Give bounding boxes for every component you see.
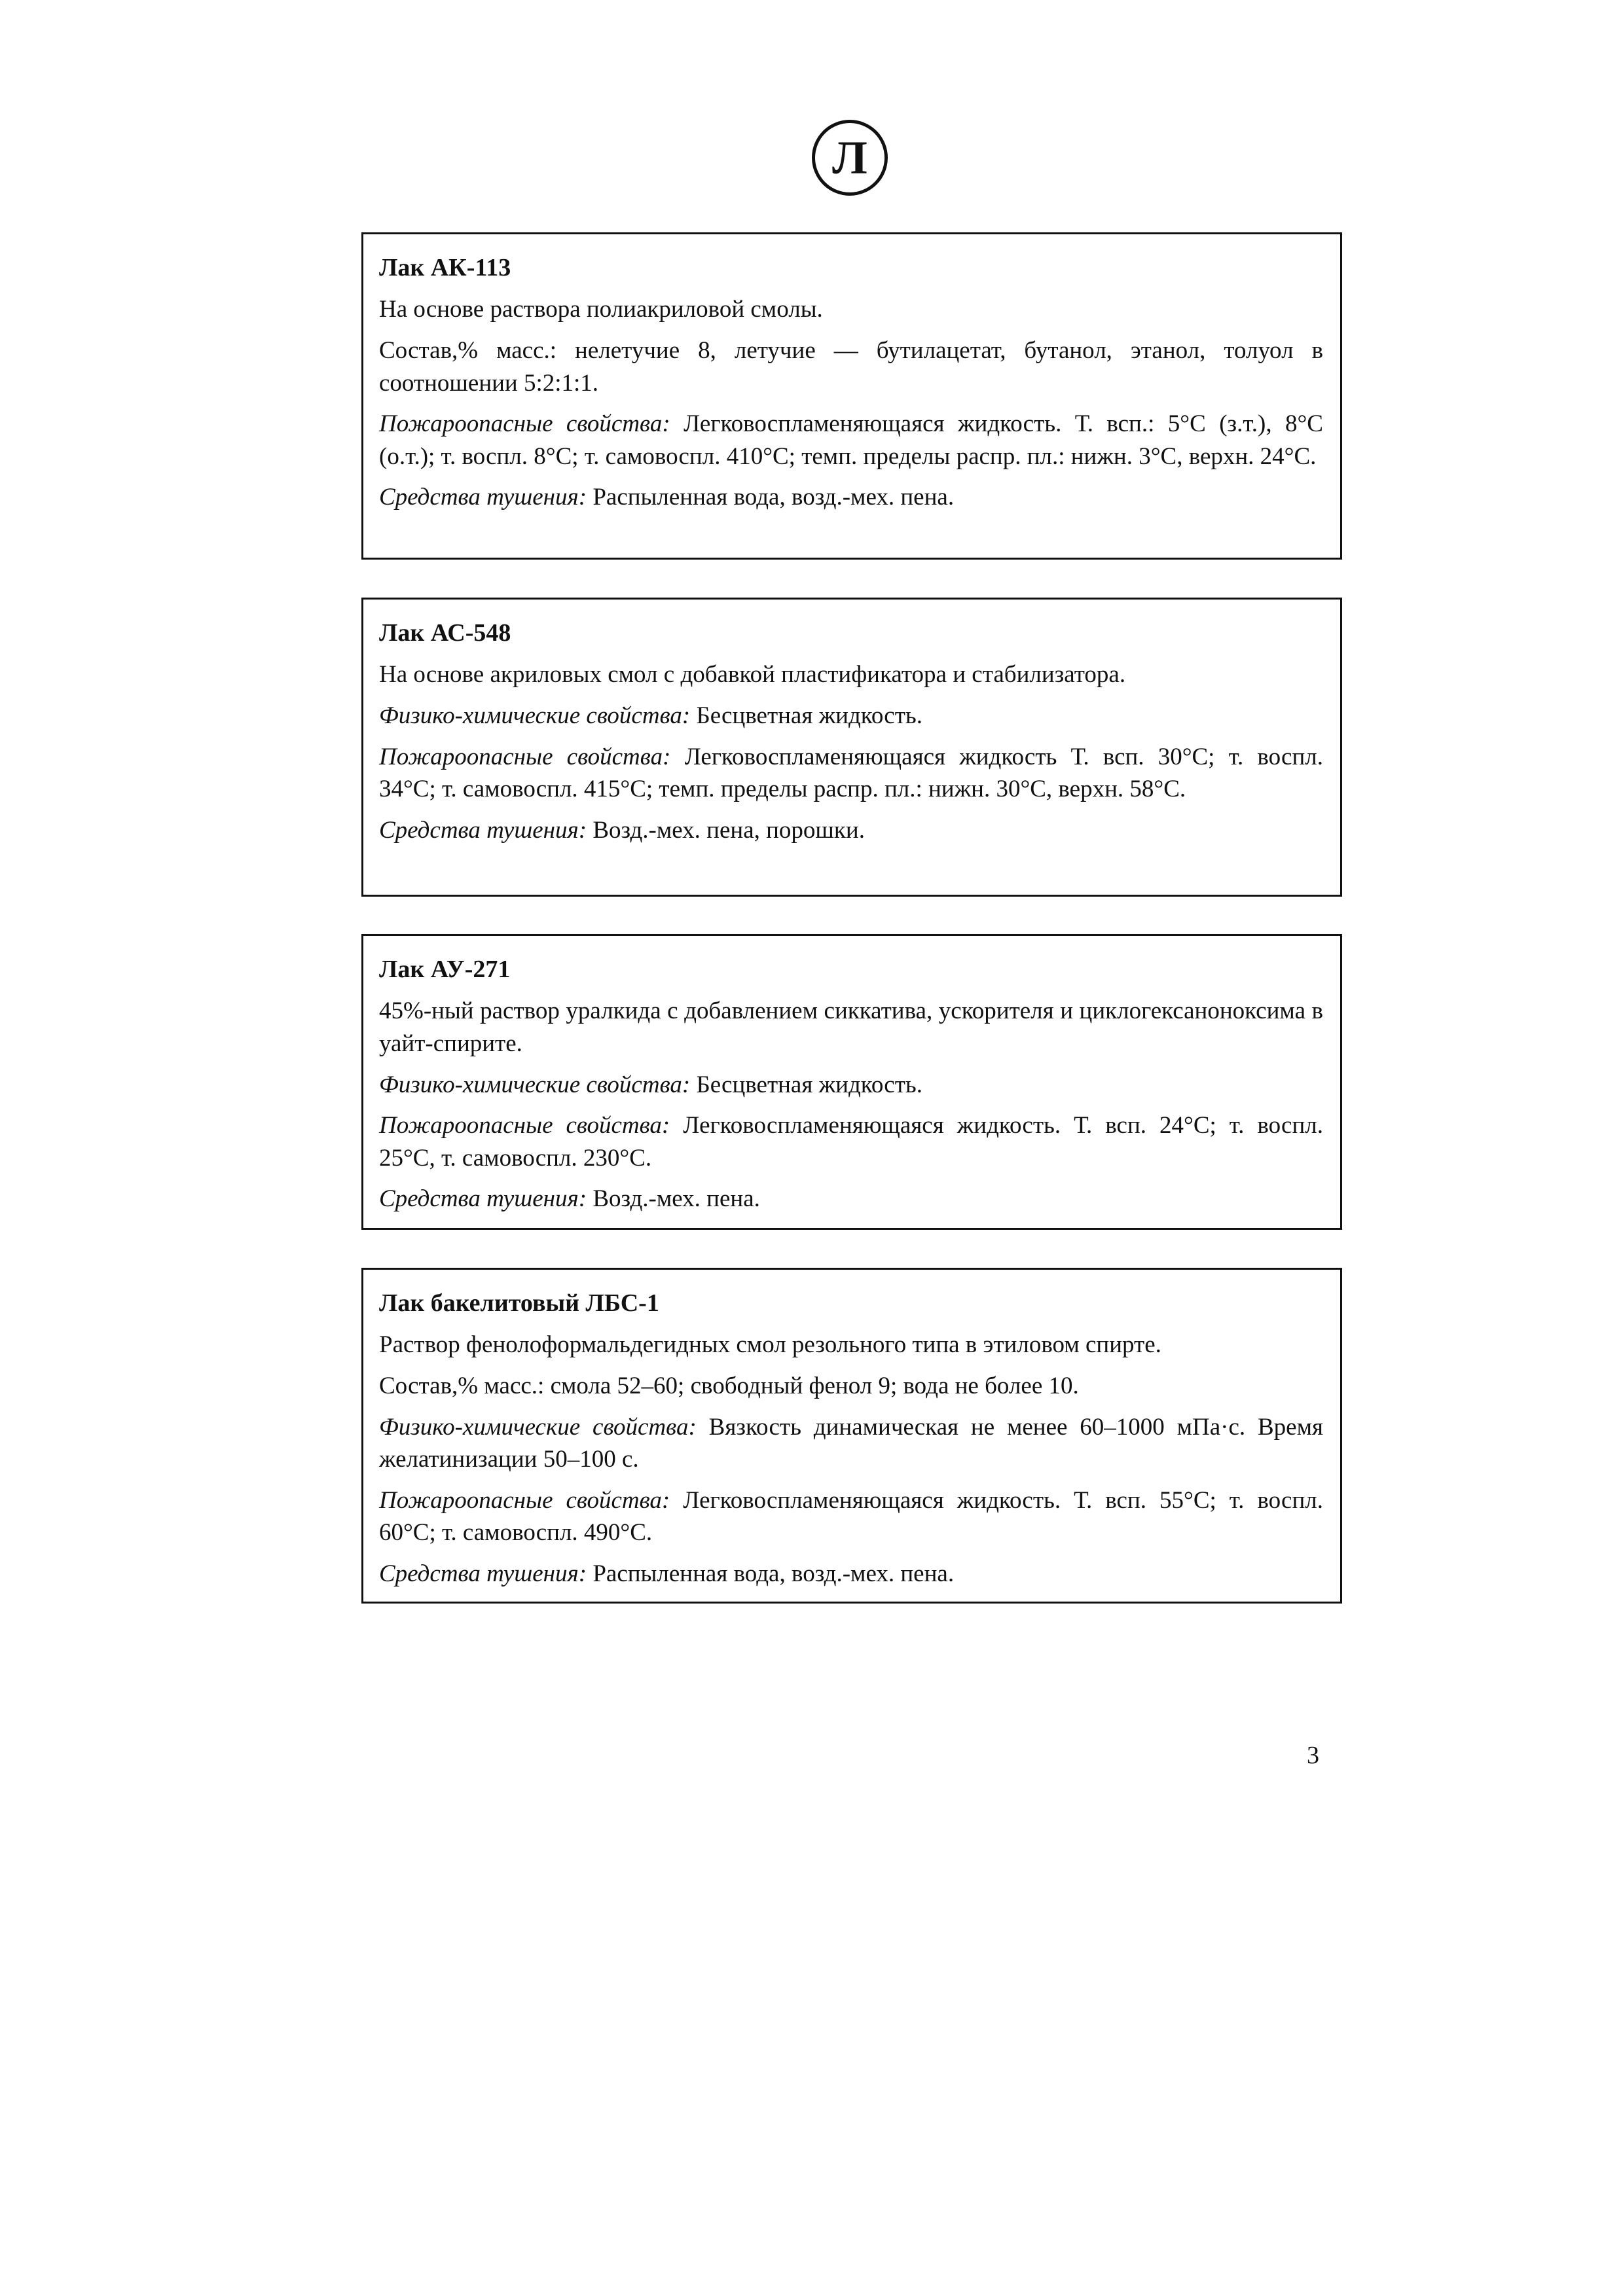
fire-properties-text: Легковоспламеняющаяся жидкость. Т. всп.: 5°С (з.т.), 8°С (о.т.); т. воспл. 8°С; т. самовоспл. 410°С; темп. пределы распр. пл.: нижн. 3°С, верхн. 24°С. — [379, 410, 1323, 470]
physical-properties-text: Бесцветная жидкость. — [696, 702, 923, 729]
entry-extinguishing — [379, 1558, 1323, 1590]
entry-base: 45%-ный раствор уралкида с добавлением сиккатива, ускорителя и циклогексаноноксима в уайт-спирите. — [379, 997, 1323, 1057]
fire-properties-text: Легковоспламеняющаяся жидкость. Т. всп. 55°С; т. воспл. 60°С; т. самовоспл. 490°С. — [379, 1486, 1323, 1547]
entry-extinguishing — [379, 814, 1323, 847]
publisher-mark: Л — [812, 120, 888, 196]
extinguishing-label: Средства тушения: — [379, 816, 587, 844]
physical-properties-label: Физико-химические свойства: — [379, 1413, 697, 1441]
extinguishing-label: Средства тушения: — [379, 484, 587, 511]
entry-composition: Состав,% масс.: нелетучие 8, летучие — бутилацетат, бутанол, этанол, толуол в соотношении 5:2:1:1. — [379, 336, 1323, 397]
entry-base: На основе акриловых смол с добавкой пластификатора и стабилизатора. — [379, 661, 1126, 689]
extinguishing-text: Распыленная вода, возд.-мех. пена. — [593, 1560, 955, 1587]
physical-properties-text: Бесцветная жидкость. — [696, 1071, 923, 1098]
entry-title: Лак бакелитовый ЛБС-1 — [379, 1289, 659, 1317]
fire-properties-label: Пожароопасные свойства: — [379, 1112, 670, 1139]
entry-base: На основе раствора полиакриловой смолы. — [379, 296, 823, 323]
entry-title: Лак АК-113 — [379, 254, 511, 281]
entry-fire-properties — [379, 741, 1323, 806]
entry-fire-properties — [379, 1109, 1323, 1174]
entry-physical-properties — [379, 1411, 1323, 1476]
entry-physical-properties — [379, 700, 1323, 732]
fire-properties-label: Пожароопасные свойства: — [379, 1486, 670, 1514]
extinguishing-text: Возд.-мех. пена, порошки. — [593, 816, 865, 844]
physical-properties-text: Вязкость динамическая не менее 60–1000 мПа·с. Время желатинизации 50–100 с. — [379, 1413, 1324, 1473]
entry-physical-properties — [379, 1069, 1323, 1102]
extinguishing-text: Распыленная вода, возд.-мех. пена. — [593, 484, 955, 511]
entry-lak-au-271 — [361, 934, 1342, 1230]
fire-properties-text: Легковоспламеняющаяся жидкость. Т. всп. 24°С; т. воспл. 25°С, т. самовоспл. 230°С. — [379, 1112, 1323, 1172]
fire-properties-label: Пожароопасные свойства: — [379, 743, 671, 770]
entry-fire-properties — [379, 408, 1323, 473]
physical-properties-label: Физико-химические свойства: — [379, 1071, 691, 1098]
extinguishing-text: Возд.-мех. пена. — [593, 1185, 760, 1213]
entry-extinguishing — [379, 1183, 1323, 1215]
entry-title: Лак АС-548 — [379, 619, 511, 647]
entry-composition: Состав,% масс.: смола 52–60; свободный фенол 9; вода не более 10. — [379, 1372, 1079, 1399]
entry-lak-as-548 — [361, 598, 1342, 897]
entry-base: Раствор фенолоформальдегидных смол резольного типа в этиловом спирте. — [379, 1331, 1161, 1359]
entry-lak-bakelitovyi-lbs-1 — [361, 1268, 1342, 1604]
extinguishing-label: Средства тушения: — [379, 1560, 587, 1587]
entry-extinguishing — [379, 481, 1323, 514]
fire-properties-label: Пожароопасные свойства: — [379, 410, 670, 438]
page-number: 3 — [1307, 1742, 1319, 1769]
entry-lak-ak-113 — [361, 232, 1342, 560]
entry-title: Лак АУ-271 — [379, 956, 511, 983]
extinguishing-label: Средства тушения: — [379, 1185, 587, 1213]
physical-properties-label: Физико-химические свойства: — [379, 702, 691, 729]
entry-fire-properties — [379, 1484, 1323, 1549]
fire-properties-text: Легковоспламеняющаяся жидкость Т. всп. 30°С; т. воспл. 34°С; т. самовоспл. 415°С; темп. пределы распр. пл.: нижн. 30°С, верхн. 58°С. — [379, 743, 1323, 803]
